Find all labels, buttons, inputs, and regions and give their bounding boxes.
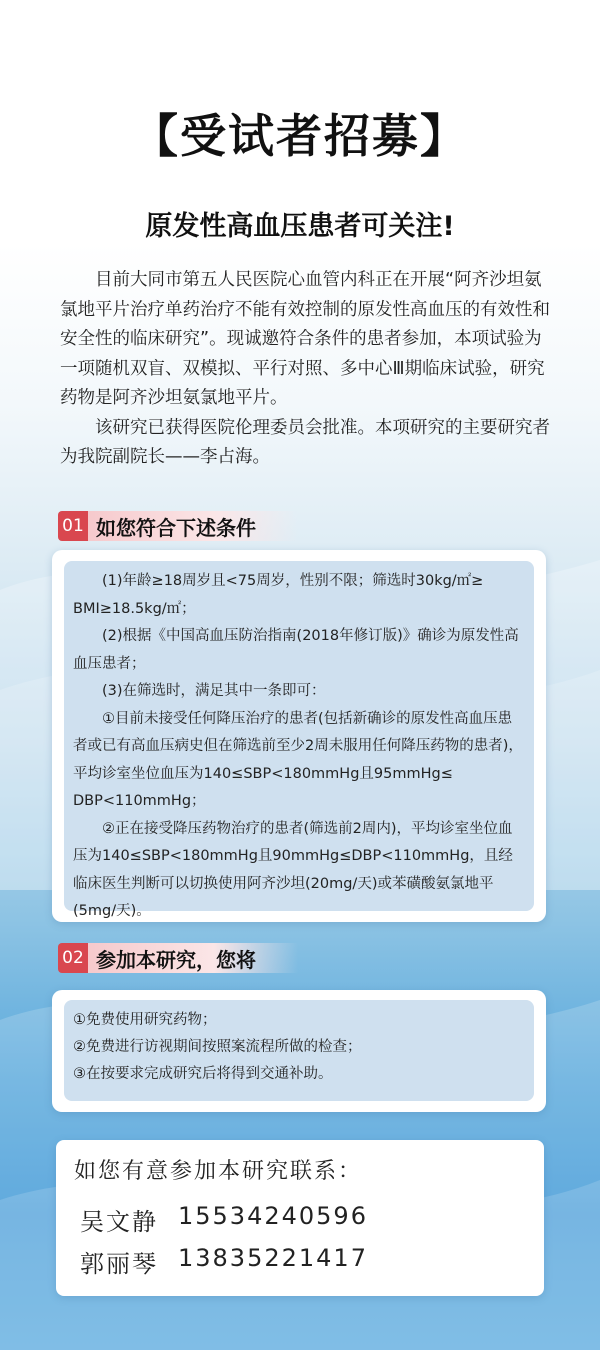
benefit-item: ②免费进行访视期间按照案流程所做的检查； [73,1039,362,1055]
section-label: 参加本研究，您将 [88,943,298,973]
condition-age: (1)年龄≥18周岁且<75周岁，性别不限；筛选时30kg/㎡≥ [102,573,484,589]
intro-paragraph-1: 目前大同市第五人民医院心血管内科正在开展“阿齐沙坦氨氯地平片治疗单药治疗不能有效控制的原发性高血压的有效性和安全性的临床研究”。现诚邀符合条件的患者参加，本项试验为一项随机双盲、双模拟、平行对照、多中心Ⅲ期临床试验，研究药物是阿齐沙坦氨氯地平片。 [60,270,550,408]
contact-phone[interactable]: 13835221417 [178,1244,368,1272]
contact-name: 吴文静 [80,1208,158,1236]
contact-row [80,1244,368,1279]
intro-paragraph-2: 该研究已获得医院伦理委员会批准。本项研究的主要研究者为我院副院长——李占海。 [60,417,550,467]
benefit-item: ③在按要求完成研究后将得到交通补助。 [73,1066,333,1082]
benefit-item: ①免费使用研究药物； [73,1012,217,1028]
section-header-benefits [58,942,298,974]
contact-title: 如您有意参加本研究联系： [74,1159,363,1184]
contact-name: 郭丽琴 [80,1250,158,1278]
intro-text [60,266,555,473]
page-subtitle: 原发性高血压患者可关注! [145,211,455,242]
contact-row [80,1202,368,1237]
section-header-conditions [58,510,298,542]
condition-untreated: ①目前未接受任何降压治疗的患者(包括新确诊的原发性高血压患者或已有高血压病史但在筛选前至少2周未服用任何降压药物的患者)，平均诊室坐位血压为140≤SBP<180mmHg且95mmHg≤ [73,710,523,782]
page-title: 【受试者招募】 [132,109,468,163]
condition-bmi: BMI≥18.5kg/㎡； [73,600,196,617]
condition-screening: (3)在筛选时，满足其中一条即可： [102,683,326,699]
condition-diagnosis: (2)根据《中国高血压防治指南(2018年修订版)》确诊为原发性高血压患者； [73,628,519,672]
condition-untreated-dbp: DBP<110mmHg； [73,793,206,809]
conditions-list [73,568,525,926]
section-number: 01 [58,511,88,541]
section-label: 如您符合下述条件 [88,511,298,541]
condition-treated: ②正在接受降压药物治疗的患者(筛选前2周内)，平均诊室坐位血压为140≤SBP<180mmHg且90mmHg≤DBP<110mmHg，且经临床医生判断可以切换使用阿齐沙坦(20mg/天)或苯磺酸氨氯地平(5mg/天)。 [73,820,513,919]
contact-phone[interactable]: 15534240596 [178,1202,368,1230]
benefits-list [73,1007,525,1088]
section-number: 02 [58,943,88,973]
